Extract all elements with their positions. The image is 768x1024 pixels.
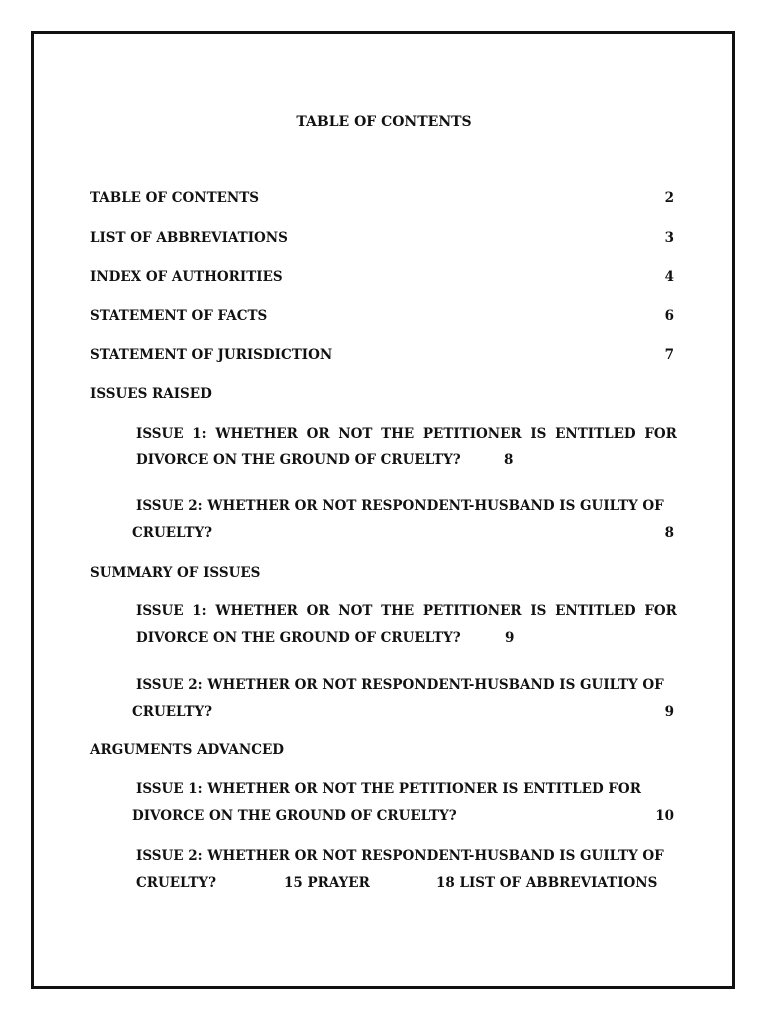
toc-entry-label: STATEMENT OF JURISDICTION [90,347,333,363]
summary-issue-2-line-2: CRUELTY? [132,704,213,720]
section-heading-arguments-advanced: ARGUMENTS ADVANCED [90,742,284,758]
section-heading-issues-raised: ISSUES RAISED [90,386,212,402]
toc-entry-label: LIST OF ABBREVIATIONS [90,230,288,246]
toc-entry-label: TABLE OF CONTENTS [90,190,260,206]
issue-1-page: 8 [504,452,514,468]
prayer-entry: 15 PRAYER [284,875,370,891]
issue-1-line-2: DIVORCE ON THE GROUND OF CRUELTY? [136,452,461,468]
section-heading-summary-of-issues: SUMMARY OF ISSUES [90,565,261,581]
issue-2-page: 8 [664,525,674,541]
arguments-issue-1-page: 10 [655,808,674,824]
summary-issue-2-line-1: ISSUE 2: WHETHER OR NOT RESPONDENT-HUSBAND IS GUILTY OF [136,677,664,693]
issue-1-line-1: ISSUE 1: WHETHER OR NOT THE PETITIONER IS ENTITLED FOR [136,426,677,442]
arguments-issue-1-line-1: ISSUE 1: WHETHER OR NOT THE PETITIONER IS ENTITLED FOR [136,781,641,797]
arguments-issue-2-line-2: CRUELTY? [136,875,217,891]
arguments-issue-2-line-1: ISSUE 2: WHETHER OR NOT RESPONDENT-HUSBAND IS GUILTY OF [136,848,664,864]
summary-issue-1-page: 9 [505,630,515,646]
toc-entry-page: 3 [664,230,674,246]
toc-entry-label: STATEMENT OF FACTS [90,308,268,324]
toc-entry-page: 7 [664,347,674,363]
summary-issue-1-line-2: DIVORCE ON THE GROUND OF CRUELTY? [136,630,461,646]
toc-entry-page: 4 [664,269,674,285]
issue-2-line-1: ISSUE 2: WHETHER OR NOT RESPONDENT-HUSBAND IS GUILTY OF [136,498,664,514]
toc-entry-label: INDEX OF AUTHORITIES [90,269,283,285]
summary-issue-1-line-1: ISSUE 1: WHETHER OR NOT THE PETITIONER IS ENTITLED FOR [136,603,677,619]
toc-entry-page: 6 [664,308,674,324]
arguments-issue-1-line-2: DIVORCE ON THE GROUND OF CRUELTY? [132,808,457,824]
page-title: TABLE OF CONTENTS [296,114,472,130]
issue-2-line-2: CRUELTY? [132,525,213,541]
summary-issue-2-page: 9 [664,704,674,720]
list-of-abbreviations-entry: 18 LIST OF ABBREVIATIONS [436,875,658,891]
toc-entry-page: 2 [664,190,674,206]
